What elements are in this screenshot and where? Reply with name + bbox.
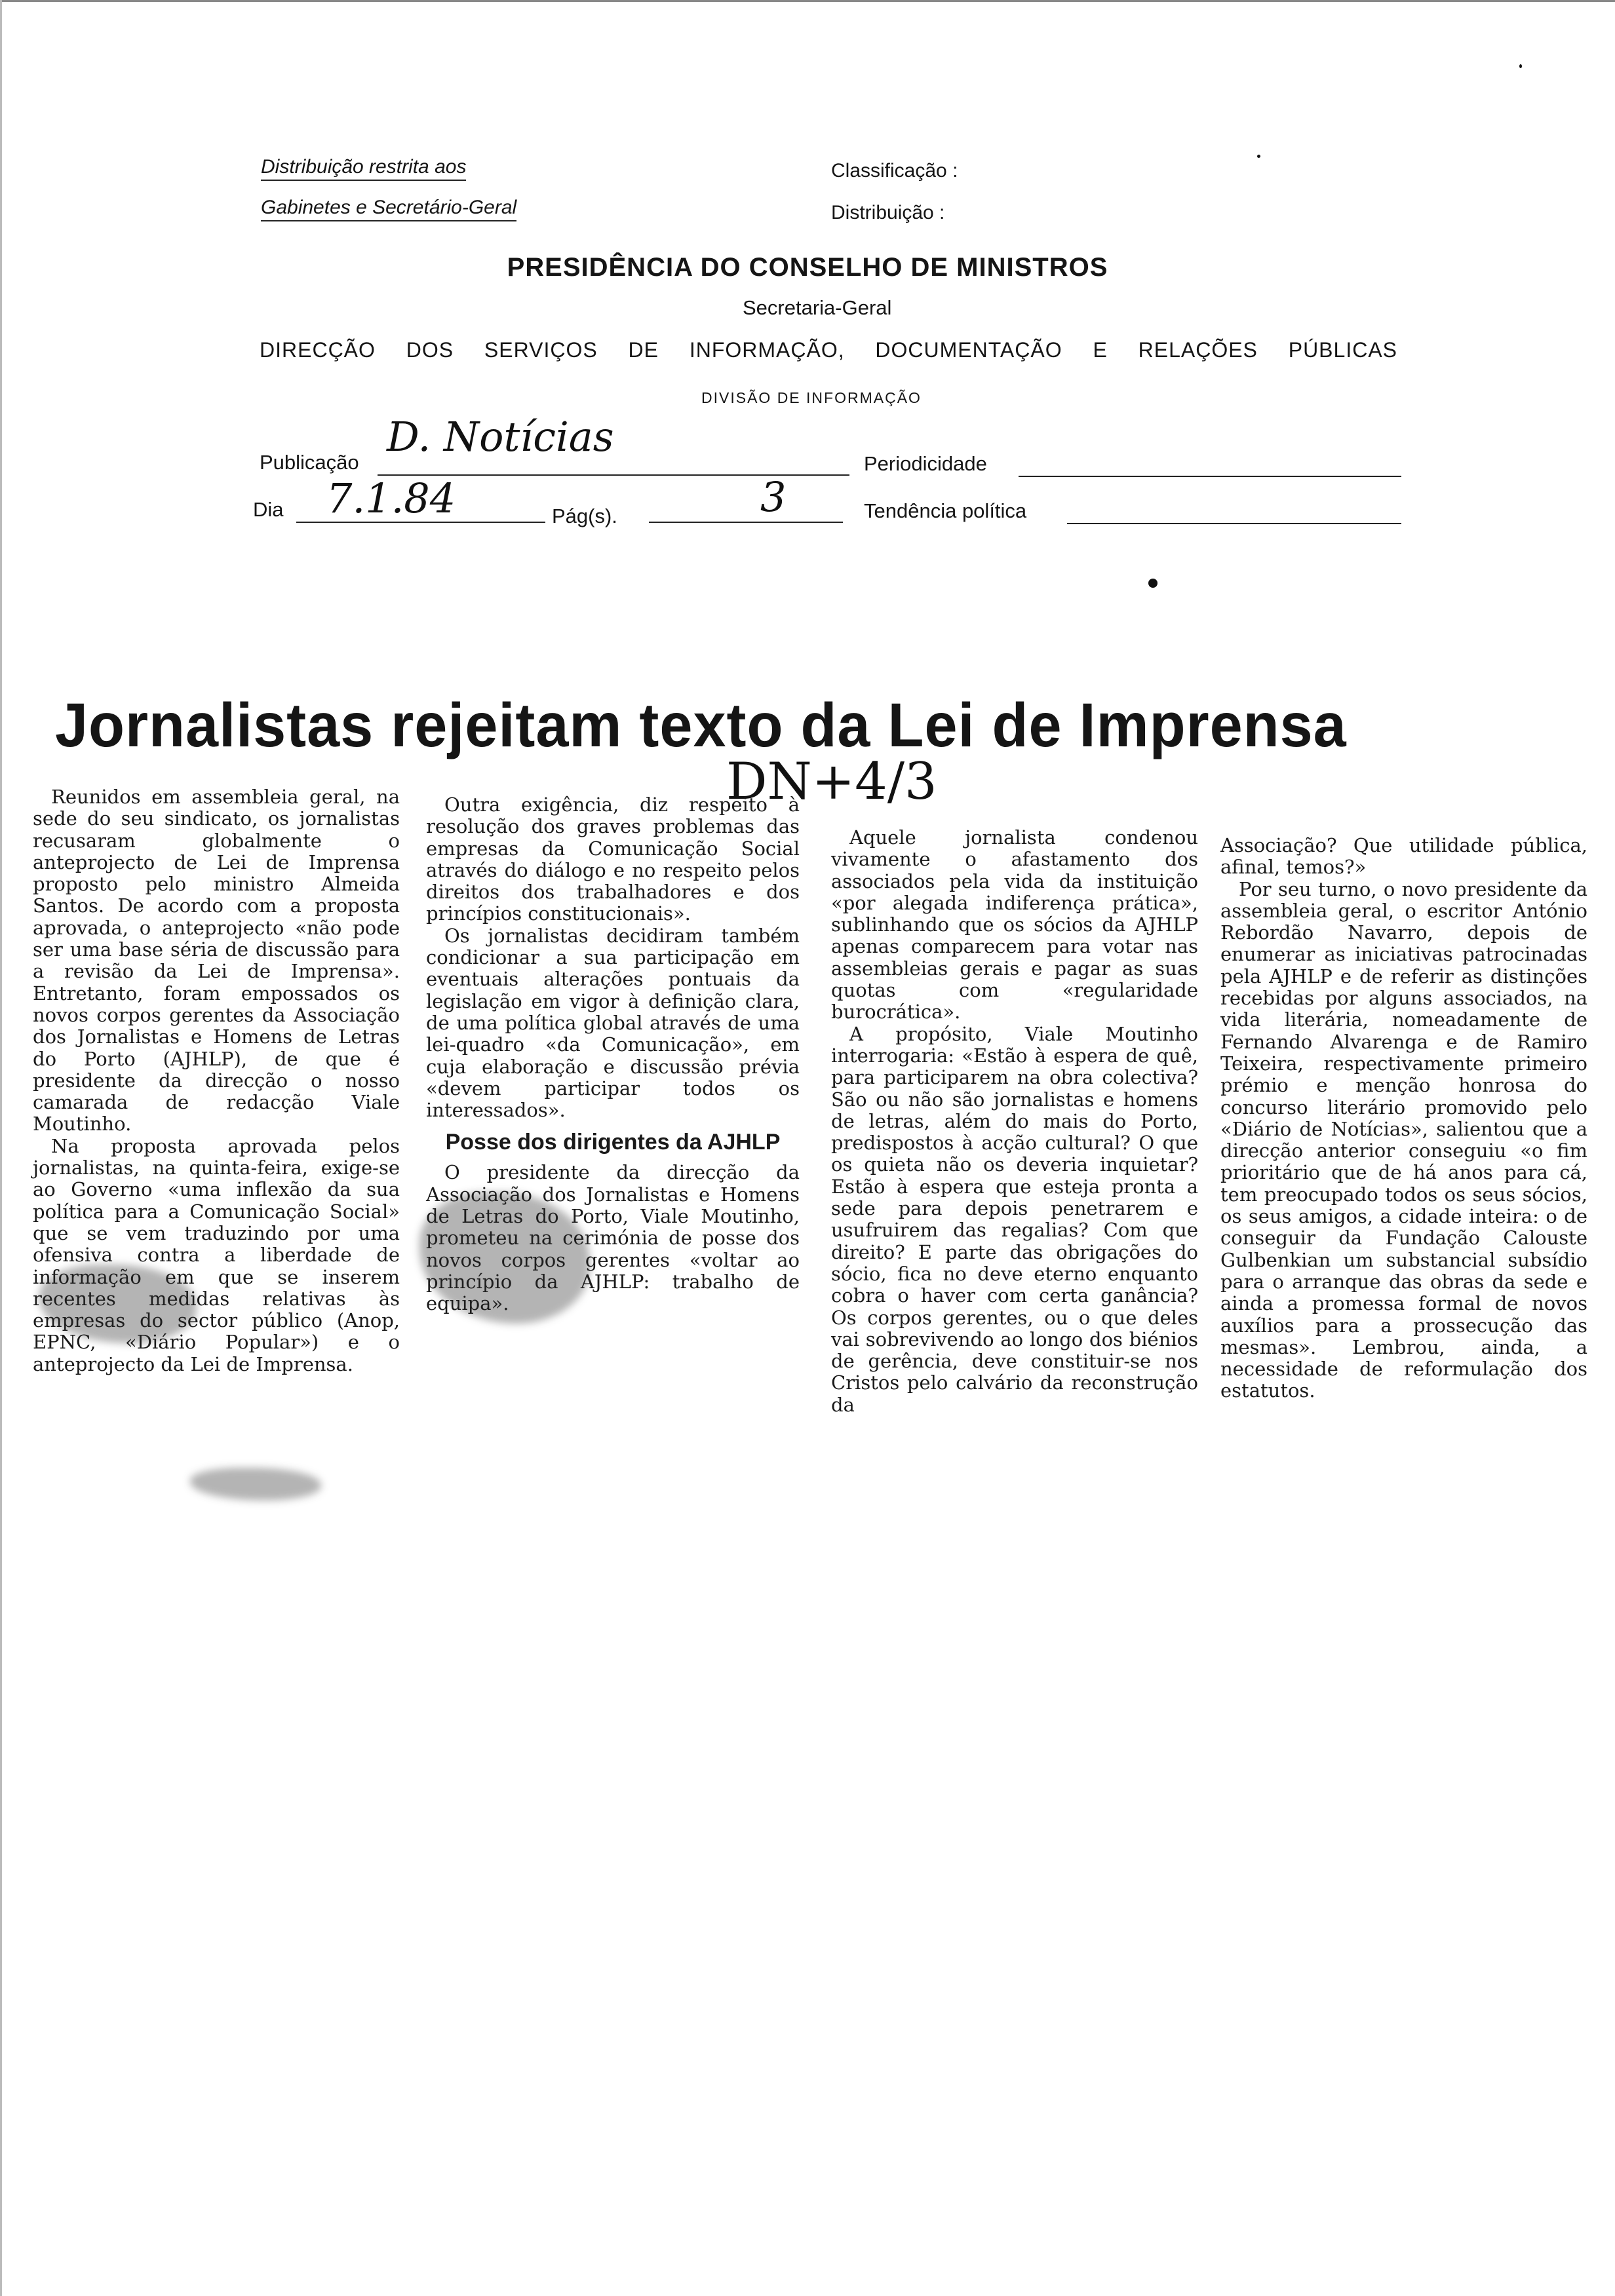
pages-field-line bbox=[649, 522, 843, 523]
distribution-label: Distribuição : bbox=[831, 202, 945, 223]
ink-dot bbox=[1148, 579, 1158, 588]
division: DIVISÃO DE INFORMAÇÃO bbox=[701, 389, 922, 406]
directorate-word: DOCUMENTAÇÃO bbox=[875, 338, 1062, 362]
directorate-word: INFORMAÇÃO, bbox=[689, 338, 845, 362]
periodicity-field-line bbox=[1019, 476, 1401, 477]
paragraph: Na proposta aprovada pelos jornalistas, na quinta-feira, exige-se ao Governo «uma inflexão da sua política para a Comunicação Social» que se vem traduzindo por uma ofensiva contra a liberdade de informação em que se inserem recentes medidas relativas às empresas do sector público (Anop, EPNC, «Diário Popular») e o anteprojecto da Lei de Imprensa. bbox=[33, 1134, 400, 1375]
pages-label: Pág(s). bbox=[552, 505, 617, 527]
photocopy-smudge bbox=[190, 1468, 321, 1501]
secretariat: Secretaria-Geral bbox=[743, 296, 892, 319]
paragraph: Outra exigência, diz respeito à resolução dos graves problemas das empresas da Comunicação Social através do diálogo e no respeito pelos direitos dos trabalhadores e dos princípios constitucionais». bbox=[426, 794, 800, 925]
scan-left-edge bbox=[0, 0, 2, 2296]
article-headline: Jornalistas rejeitam texto da Lei de Imprensa bbox=[55, 691, 1347, 761]
paragraph: O presidente da direcção da Associação dos Jornalistas e Homens de Letras do Porto, Viale Moutinho, prometeu na cerimónia de posse dos novos corpos gerentes «voltar ao princípio da AJHLP: trabalho de equipa». bbox=[426, 1161, 800, 1315]
paragraph: Aquele jornalista condenou vivamente o afastamento dos associados pela vida da instituição «por alegada indiferença prática», sublinhando que os sócios da AJHLP apenas comparecem para votar nas assembleias gerais e pagar as suas quotas com «regularidade burocrática». bbox=[831, 826, 1198, 1024]
publication-label: Publicação bbox=[260, 451, 359, 474]
directorate bbox=[260, 338, 1397, 362]
day-label: Dia bbox=[253, 498, 284, 521]
tendency-label: Tendência política bbox=[864, 499, 1027, 522]
tendency-field-line bbox=[1067, 523, 1401, 524]
directorate-word: PÚBLICAS bbox=[1288, 338, 1397, 362]
restricted-distribution-line2: Gabinetes e Secretário-Geral bbox=[261, 197, 516, 221]
paragraph: Por seu turno, o novo presidente da assembleia geral, o escritor António Rebordão Navarro, depois de enumerar as iniciativas patrocinadas pela AJHLP e de referir as distinções recebidas por alguns associados, na vida literária, nomeadamente de Fernando Alvarenga e de Ramiro Teixeira, respectivamente primeiro prémio e menção honrosa do concurso literário promovido pelo «Diário de Notícias», salientou que a direcção anterior conseguiu «o fim prioritário que de há anos para cá, tem preocupado todos os seus sócios, os seus amigos, a cidade inteira: o de conseguir da Fundação Calouste Gulbenkian um substancial subsídio para o arranque das obras da sede e ainda a promessa formal de novos auxílios para a prossecução das mesmas». Lembrou, ainda, a necessidade de reformulação dos estatutos. bbox=[1220, 877, 1587, 1402]
day-handwritten: 7.1.84 bbox=[326, 474, 456, 522]
paragraph: Reunidos em assembleia geral, na sede do seu sindicato, os jornalistas recusaram globalmente o anteprojecto de Lei de Imprensa proposto pelo ministro Almeida Santos. De acordo com a proposta aprovada, o anteprojecto «não pode ser uma base séria de discussão para a revisão da Lei de Imprensa». Entretanto, foram empossados os novos corpos gerentes da Associação dos Jornalistas e Homens de Letras do Porto (AJHLP), de que é presidente da direcção o nosso camarada de redacção Viale Moutinho. bbox=[33, 786, 400, 1136]
pages-handwritten: 3 bbox=[760, 473, 787, 521]
article-column-4 bbox=[1220, 835, 1587, 1402]
org-title: PRESIDÊNCIA DO CONSELHO DE MINISTROS bbox=[507, 253, 1108, 282]
directorate-word: DIRECÇÃO bbox=[260, 338, 376, 362]
directorate-word: DOS bbox=[406, 338, 454, 362]
paragraph: Associação? Que utilidade pública, afinal, temos?» bbox=[1220, 834, 1587, 879]
paragraph: A propósito, Viale Moutinho interrogaria: «Estão à espera de quê, para participarem na obra colectiva? São ou não são jornalistas e homens de letras, além do mais do Porto, predispostos à acção cultural? O que os quieta não os deveria inquietar? Estão à espera que esteja pronta a sede para depois penetrarem e usufruirem das regalias? Com que direito? E parte das obrigações do sócio, fica no deve eterno enquanto cobra o haver com certa ganância? Os corpos gerentes, ou o que deles vai sobrevivendo ao longo dos biénios de gerência, deve constituir-se nos Cristos pelo calvário da reconstrução da bbox=[831, 1022, 1198, 1416]
handwritten-note: DN+4/3 bbox=[726, 752, 937, 811]
publication-handwritten: D. Notícias bbox=[387, 413, 614, 461]
classification-label: Classificação : bbox=[831, 160, 958, 182]
directorate-word: RELAÇÕES bbox=[1138, 338, 1258, 362]
directorate-word: SERVIÇOS bbox=[484, 338, 598, 362]
directorate-word: E bbox=[1093, 338, 1108, 362]
article-column-3 bbox=[831, 827, 1198, 1416]
ink-speck bbox=[1257, 155, 1260, 158]
restricted-distribution-line1: Distribuição restrita aos bbox=[261, 156, 466, 181]
periodicity-label: Periodicidade bbox=[864, 452, 987, 475]
paragraph: Os jornalistas decidiram também condicionar a sua participação em eventuais alterações pontuais da legislação em vigor à definição clara, de uma política global através de uma lei-quadro «da Comunicação», em cuja elaboração e discussão prévia «devem participar todos os interessados». bbox=[426, 924, 800, 1122]
directorate-word: DE bbox=[628, 338, 659, 362]
subheading: Posse dos dirigentes da AJHLP bbox=[445, 1130, 781, 1155]
scan-top-edge bbox=[0, 0, 1615, 2]
ink-speck bbox=[1519, 64, 1522, 68]
